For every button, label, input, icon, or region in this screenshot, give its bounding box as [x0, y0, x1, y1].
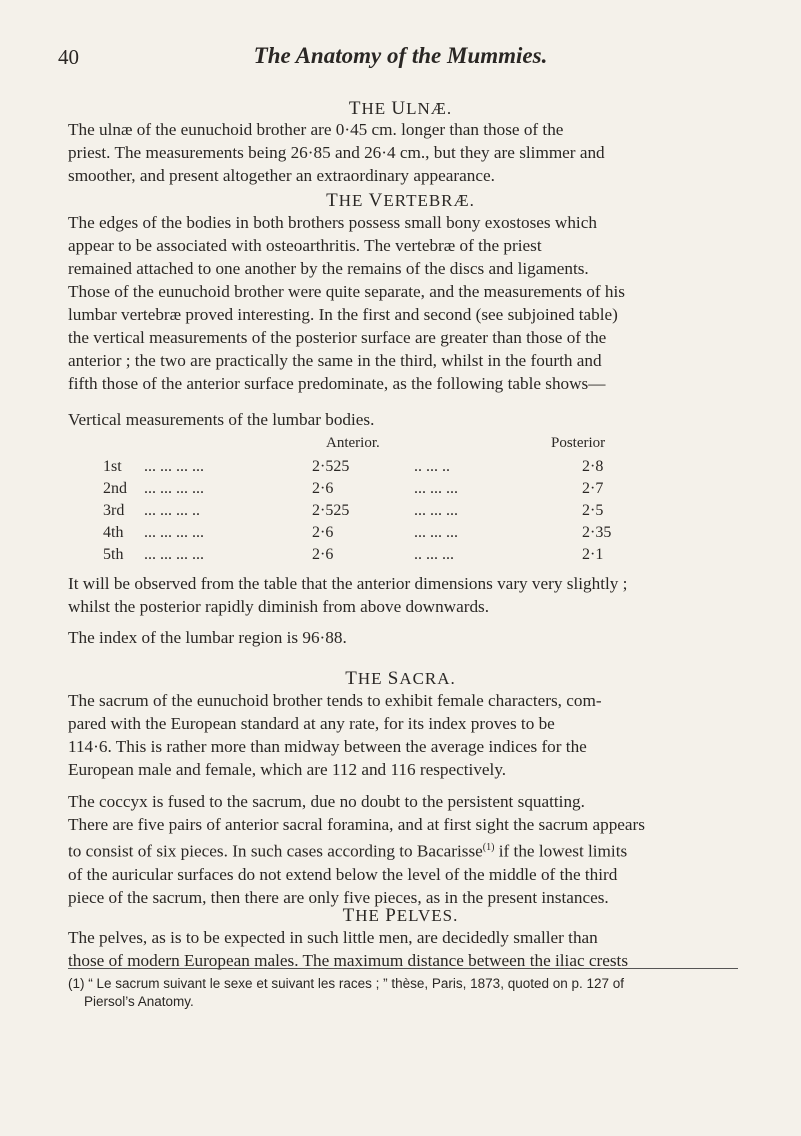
- text-line: The ulnæ of the eunuchoid brother are 0·45 cm. longer than those of the: [68, 120, 564, 139]
- leader-dots: ... ... ... ...: [144, 524, 204, 541]
- paragraph-sacra-1: [68, 689, 738, 781]
- anterior-value: 2·525: [312, 458, 350, 475]
- row-label: 5th: [103, 546, 124, 563]
- leader-dots: ... ... ... ..: [144, 502, 200, 519]
- text-line: European male and female, which are 112 and 116 respectively.: [68, 760, 507, 779]
- page-number: 40: [58, 45, 79, 69]
- text-segment: if the lowest limits: [494, 841, 628, 861]
- running-title: The Anatomy of the Mummies.: [253, 43, 548, 68]
- text-line: smoother, and present altogether an extraordinary appearance.: [68, 166, 495, 185]
- text-line: It will be observed from the table that the anterior dimensions vary very slightly ;: [68, 574, 628, 593]
- leader-dots: ... ... ...: [414, 480, 458, 497]
- row-label: 1st: [103, 458, 122, 475]
- paragraph-pelves: [68, 926, 738, 972]
- table-title: Vertical measurements of the lumbar bodies.: [68, 410, 375, 429]
- table-row: [0, 502, 801, 524]
- index-statement: The index of the lumbar region is 96·88.: [68, 628, 347, 647]
- page-header: [0, 43, 801, 77]
- anterior-value: 2·6: [312, 480, 334, 497]
- row-label: 2nd: [103, 480, 127, 497]
- leader-dots: ... ... ... ...: [144, 458, 204, 475]
- posterior-value: 2·35: [582, 524, 612, 541]
- text-line: The edges of the bodies in both brothers possess small bony exostoses which: [68, 213, 597, 232]
- text-line: lumbar vertebræ proved interesting. In the first and second (see subjoined table): [68, 305, 618, 324]
- text-line: piece of the sacrum, then there are only five pieces, as in the present instances.: [68, 887, 609, 907]
- text-segment: to consist of six pieces. In such cases according to Bacarisse: [68, 841, 483, 861]
- footnote: [68, 975, 738, 1011]
- footnote-reference[interactable]: (1): [482, 842, 495, 853]
- text-line: fifth those of the anterior surface predominate, as the following table shows—: [68, 374, 606, 393]
- text-line: The sacrum of the eunuchoid brother tends to exhibit female characters, com-: [68, 691, 602, 710]
- text-line: of the auricular surfaces do not extend below the level of the middle of the third: [68, 864, 618, 884]
- heading-ulnae: THE ULNÆ.: [348, 98, 453, 119]
- row-label: 3rd: [103, 502, 125, 519]
- posterior-value: 2·8: [582, 458, 604, 475]
- posterior-value: 2·5: [582, 502, 604, 519]
- heading-pelves: THE PELVES.: [342, 905, 459, 926]
- leader-dots: ... ... ...: [414, 524, 458, 541]
- text-line: Those of the eunuchoid brother were quite separate, and the measurements of his: [68, 282, 625, 301]
- table-row: [0, 458, 801, 480]
- paragraph-sacra-2: [68, 790, 738, 909]
- leader-dots: ... ... ...: [414, 502, 458, 519]
- posterior-value: 2·7: [582, 480, 604, 497]
- text-line: whilst the posterior rapidly diminish from above downwards.: [68, 597, 490, 616]
- leader-dots: ... ... ... ...: [144, 480, 204, 497]
- leader-dots: ... ... ... ...: [144, 546, 204, 563]
- text-line: those of modern European males. The maximum distance between the iliac crests: [68, 951, 629, 970]
- leader-dots: .. ... ...: [414, 546, 454, 563]
- table-row: [0, 546, 801, 568]
- heading-sacra: THE SACRA.: [345, 668, 456, 689]
- table-row: [0, 480, 801, 502]
- text-line: 114·6. This is rather more than midway between the average indices for the: [68, 737, 587, 756]
- text-line: The pelves, as is to be expected in such little men, are decidedly smaller than: [68, 928, 598, 947]
- text-line-with-footnote: [68, 836, 738, 863]
- column-header-anterior: Anterior.: [326, 435, 380, 451]
- text-line: the vertical measurements of the posterior surface are greater than those of the: [68, 328, 607, 347]
- heading-vertebrae: THE VERTEBRÆ.: [326, 190, 475, 211]
- column-header-posterior: Posterior: [551, 435, 606, 451]
- posterior-value: 2·1: [582, 546, 604, 563]
- text-line: appear to be associated with osteoarthritis. The vertebræ of the priest: [68, 236, 542, 255]
- text-line: pared with the European standard at any rate, for its index proves to be: [68, 714, 555, 733]
- text-line: priest. The measurements being 26·85 and 26·4 cm., but they are slimmer and: [68, 143, 605, 162]
- anterior-value: 2·525: [312, 502, 350, 519]
- paragraph-ulnae: [68, 118, 738, 187]
- row-label: 4th: [103, 524, 124, 541]
- footnote-line: (1) “ Le sacrum suivant le sexe et suivant les races ; ” thèse, Paris, 1873, quoted on p. 127 of: [68, 976, 625, 991]
- footnote-line: Piersol’s Anatomy.: [84, 994, 194, 1009]
- text-line: anterior ; the two are practically the same in the third, whilst in the fourth and: [68, 351, 602, 370]
- text-line: There are five pairs of anterior sacral foramina, and at first sight the sacrum appears: [68, 815, 645, 834]
- footnote-divider: [68, 968, 738, 969]
- anterior-value: 2·6: [312, 524, 334, 541]
- anterior-value: 2·6: [312, 546, 334, 563]
- paragraph-after-table: [68, 572, 738, 618]
- text-line: The coccyx is fused to the sacrum, due no doubt to the persistent squatting.: [68, 792, 585, 811]
- text-line: remained attached to one another by the remains of the discs and ligaments.: [68, 259, 589, 278]
- table-row: [0, 524, 801, 546]
- leader-dots: .. ... ..: [414, 458, 450, 475]
- paragraph-vertebrae: [68, 211, 738, 395]
